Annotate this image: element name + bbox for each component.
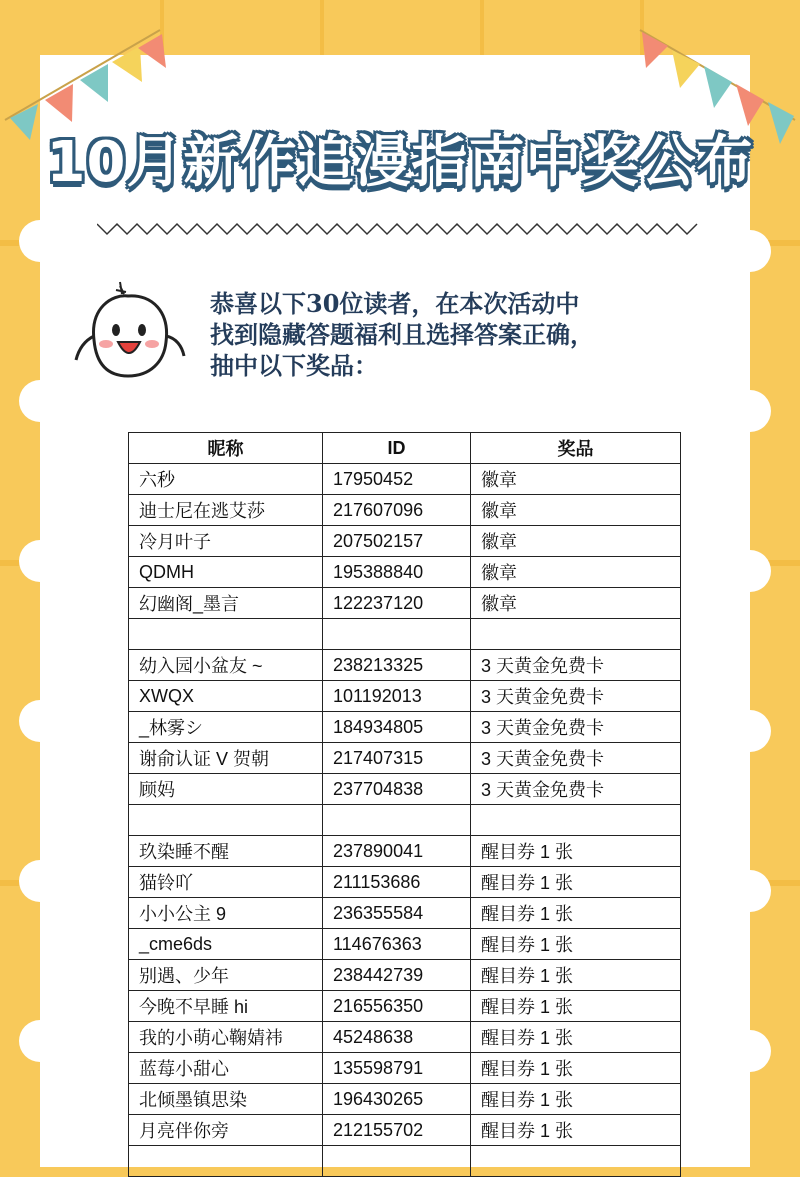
winners-table [128, 432, 681, 1177]
cell-nickname: 幼入园小盆友 ~ [129, 650, 323, 681]
cell-nickname [129, 1146, 323, 1177]
cell-id: 184934805 [323, 712, 471, 743]
cell-id: 216556350 [323, 991, 471, 1022]
cell-id: 238442739 [323, 960, 471, 991]
cell-id: 101192013 [323, 681, 471, 712]
cell-id: 236355584 [323, 898, 471, 929]
table-row [129, 1053, 681, 1084]
table-row [129, 495, 681, 526]
intro-line: 恭喜以下30位读者，在本次活动中 [210, 289, 580, 318]
table-row [129, 526, 681, 557]
cell-id: 238213325 [323, 650, 471, 681]
table-row [129, 650, 681, 681]
cell-prize: 醒目券 1 张 [471, 991, 681, 1022]
cell-nickname: _林雾シ [129, 712, 323, 743]
cell-nickname: 迪士尼在逃艾莎 [129, 495, 323, 526]
table-row [129, 1022, 681, 1053]
cell-nickname: 今晚不早睡 hi [129, 991, 323, 1022]
cell-prize: 醒目券 1 张 [471, 836, 681, 867]
cell-nickname [129, 805, 323, 836]
cell-nickname: 玖染睡不醒 [129, 836, 323, 867]
cell-prize: 3 天黄金免费卡 [471, 712, 681, 743]
table-row [129, 1115, 681, 1146]
cell-prize: 徽章 [471, 464, 681, 495]
cell-prize [471, 619, 681, 650]
cell-nickname: 小小公主 9 [129, 898, 323, 929]
table-row [129, 867, 681, 898]
cell-prize: 3 天黄金免费卡 [471, 650, 681, 681]
cell-nickname: 别遇、少年 [129, 960, 323, 991]
table-row [129, 681, 681, 712]
zigzag-divider-icon [97, 218, 703, 240]
table-row [129, 588, 681, 619]
cell-nickname: XWQX [129, 681, 323, 712]
header-nickname: 昵称 [129, 433, 323, 464]
cell-id: 196430265 [323, 1084, 471, 1115]
table-row [129, 619, 681, 650]
cell-prize: 醒目券 1 张 [471, 960, 681, 991]
cell-prize: 3 天黄金免费卡 [471, 681, 681, 712]
cell-prize: 醒目券 1 张 [471, 867, 681, 898]
cell-id: 217607096 [323, 495, 471, 526]
cell-nickname: 冷月叶子 [129, 526, 323, 557]
cell-nickname: 猫铃吖 [129, 867, 323, 898]
cell-nickname [129, 619, 323, 650]
cell-id: 212155702 [323, 1115, 471, 1146]
cell-prize: 3 天黄金免费卡 [471, 743, 681, 774]
cell-id: 237704838 [323, 774, 471, 805]
cell-prize: 醒目券 1 张 [471, 1084, 681, 1115]
cell-prize: 3 天黄金免费卡 [471, 774, 681, 805]
cell-id: 45248638 [323, 1022, 471, 1053]
table-row [129, 774, 681, 805]
cell-nickname: 我的小萌心鞠婧祎 [129, 1022, 323, 1053]
cell-nickname: 北倾墨镇思染 [129, 1084, 323, 1115]
page-title: 10月新作追漫指南中奖公布 [46, 130, 754, 195]
intro-text [210, 288, 680, 381]
table-row [129, 1084, 681, 1115]
cell-id: 211153686 [323, 867, 471, 898]
cell-id [323, 805, 471, 836]
cell-id: 195388840 [323, 557, 471, 588]
table-row [129, 712, 681, 743]
cell-prize: 醒目券 1 张 [471, 929, 681, 960]
table-row [129, 1146, 681, 1177]
table-row [129, 805, 681, 836]
table-row [129, 898, 681, 929]
cell-prize [471, 805, 681, 836]
table-row [129, 960, 681, 991]
table-row [129, 991, 681, 1022]
cell-nickname: _cme6ds [129, 929, 323, 960]
cell-id: 237890041 [323, 836, 471, 867]
table-row [129, 929, 681, 960]
cell-id: 135598791 [323, 1053, 471, 1084]
cell-prize: 醒目券 1 张 [471, 1053, 681, 1084]
cell-prize: 徽章 [471, 495, 681, 526]
cell-nickname: 蓝莓小甜心 [129, 1053, 323, 1084]
cell-nickname: 幻幽阁_墨言 [129, 588, 323, 619]
header-prize: 奖品 [471, 433, 681, 464]
cell-prize: 徽章 [471, 588, 681, 619]
cell-nickname: 谢俞认证 V 贺朝 [129, 743, 323, 774]
table-row [129, 557, 681, 588]
cell-id: 122237120 [323, 588, 471, 619]
table-header-row [129, 433, 681, 464]
mascot-icon [72, 280, 192, 385]
cell-id: 217407315 [323, 743, 471, 774]
cell-nickname: QDMH [129, 557, 323, 588]
cell-id: 17950452 [323, 464, 471, 495]
cell-prize [471, 1146, 681, 1177]
cell-prize: 醒目券 1 张 [471, 1115, 681, 1146]
cell-prize: 醒目券 1 张 [471, 898, 681, 929]
cell-prize: 醒目券 1 张 [471, 1022, 681, 1053]
cell-prize: 徽章 [471, 557, 681, 588]
table-row [129, 836, 681, 867]
cell-prize: 徽章 [471, 526, 681, 557]
intro-line: 找到隐藏答题福利且选择答案正确， [210, 320, 594, 349]
cell-nickname: 六秒 [129, 464, 323, 495]
cell-nickname: 顾妈 [129, 774, 323, 805]
header-id: ID [323, 433, 471, 464]
cell-id: 207502157 [323, 526, 471, 557]
cell-nickname: 月亮伴你旁 [129, 1115, 323, 1146]
table-row [129, 464, 681, 495]
cell-id [323, 1146, 471, 1177]
cell-id [323, 619, 471, 650]
intro-line: 抽中以下奖品： [210, 351, 378, 380]
cell-id: 114676363 [323, 929, 471, 960]
table-row [129, 743, 681, 774]
